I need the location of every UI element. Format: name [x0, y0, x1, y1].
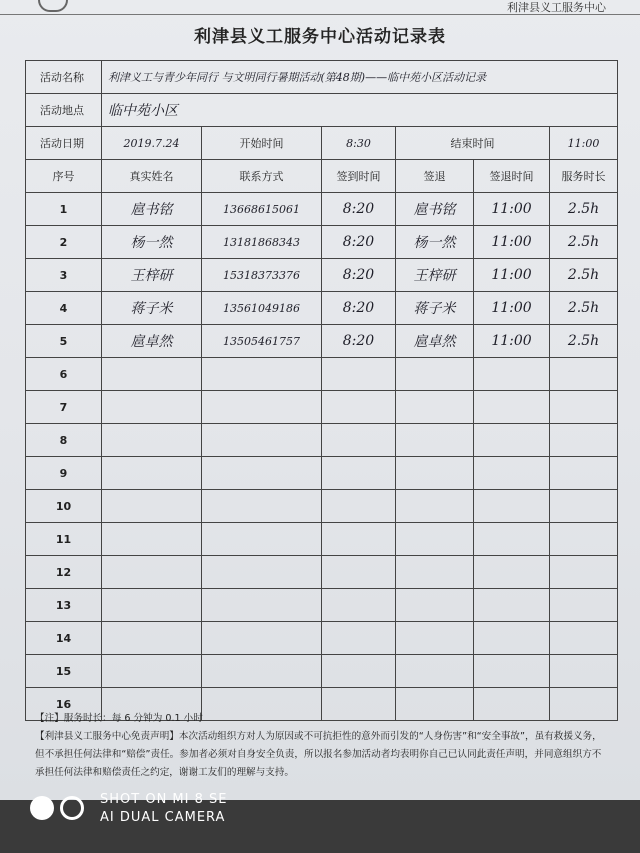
- table-row: [26, 424, 618, 457]
- cell-name: [102, 226, 202, 259]
- cell-contact: [202, 325, 322, 358]
- cell-signout-time: [474, 325, 550, 358]
- handwritten-value: 王梓研: [413, 268, 456, 284]
- handwritten-value: 蒋子米: [130, 301, 173, 317]
- cell-name: [102, 457, 202, 490]
- cell-signout: [396, 193, 474, 226]
- handwritten-value: 扈卓然: [413, 334, 456, 350]
- cell-duration: [550, 226, 618, 259]
- cell-contact: [202, 358, 322, 391]
- cell-signin-time: [322, 622, 396, 655]
- cell-signin-time: [322, 589, 396, 622]
- location-row: [26, 94, 618, 127]
- table-row: [26, 226, 618, 259]
- table-row: [26, 523, 618, 556]
- cell-signin-time: [322, 523, 396, 556]
- cell-serial: 7: [26, 391, 102, 424]
- cell-serial: 11: [26, 523, 102, 556]
- date-value: 2019.7.24: [102, 127, 202, 160]
- date-label: 活动日期: [26, 127, 102, 160]
- cell-duration: [550, 523, 618, 556]
- cell-name: [102, 193, 202, 226]
- cell-name: [102, 556, 202, 589]
- cell-contact: [202, 457, 322, 490]
- cell-serial: 15: [26, 655, 102, 688]
- form-footer: [35, 710, 605, 782]
- cell-name: [102, 259, 202, 292]
- table-row: [26, 556, 618, 589]
- header-rule: [0, 14, 640, 15]
- cell-signout: [396, 325, 474, 358]
- header-org-name: 利津县义工服务中心: [507, 1, 606, 14]
- handwritten-value: 11:00: [491, 201, 532, 217]
- cell-signout: [396, 292, 474, 325]
- cell-signin-time: [322, 424, 396, 457]
- table-row: [26, 589, 618, 622]
- cell-contact: [202, 556, 322, 589]
- cell-contact: [202, 391, 322, 424]
- cell-signout-time: [474, 226, 550, 259]
- handwritten-value: 8:20: [342, 234, 375, 250]
- activity-name-row: [26, 61, 618, 94]
- handwritten-value: 15318373376: [223, 268, 300, 282]
- cell-signin-time: [322, 490, 396, 523]
- cell-signout: [396, 457, 474, 490]
- cell-signin-time: [322, 391, 396, 424]
- cell-signout-time: [474, 424, 550, 457]
- cell-signout: [396, 622, 474, 655]
- cell-serial: 5: [26, 325, 102, 358]
- watermark-line2: AI DUAL CAMERA: [100, 810, 226, 825]
- handwritten-value: 杨一然: [130, 235, 173, 251]
- date-row: [26, 127, 618, 160]
- cell-signin-time: [322, 226, 396, 259]
- cell-contact: [202, 589, 322, 622]
- cell-duration: [550, 424, 618, 457]
- cell-serial: 9: [26, 457, 102, 490]
- cell-signin-time: [322, 556, 396, 589]
- table-row: [26, 622, 618, 655]
- handwritten-value: 王梓研: [130, 268, 173, 284]
- cell-name: [102, 490, 202, 523]
- cell-signout-time: [474, 259, 550, 292]
- cell-signout-time: [474, 523, 550, 556]
- cell-name: [102, 292, 202, 325]
- table-row: [26, 490, 618, 523]
- page-title: 利津县义工服务中心活动记录表: [194, 27, 446, 47]
- start-time-value: 8:30: [322, 127, 396, 160]
- start-time-label: 开始时间: [202, 127, 322, 160]
- cell-signin-time: [322, 292, 396, 325]
- handwritten-value: 2.5h: [567, 267, 600, 283]
- handwritten-value: 2.5h: [567, 201, 600, 217]
- cell-signout-time: [474, 556, 550, 589]
- cell-signout: [396, 490, 474, 523]
- handwritten-value: 8:20: [342, 300, 375, 316]
- handwritten-value: 8:20: [342, 201, 375, 217]
- org-logo: [38, 0, 68, 12]
- handwritten-value: 11:00: [491, 234, 532, 250]
- handwritten-value: 13668615061: [223, 202, 300, 216]
- cell-contact: [202, 424, 322, 457]
- cell-serial: 4: [26, 292, 102, 325]
- cell-signout-time: [474, 358, 550, 391]
- activity-record-table: [25, 60, 618, 721]
- cell-name: [102, 325, 202, 358]
- cell-contact: [202, 523, 322, 556]
- cell-signout: [396, 589, 474, 622]
- table-row: [26, 391, 618, 424]
- cell-contact: [202, 292, 322, 325]
- cell-serial: 14: [26, 622, 102, 655]
- cell-duration: [550, 391, 618, 424]
- header-cell-duration: 服务时长: [550, 160, 618, 193]
- header-cell-contact: 联系方式: [202, 160, 322, 193]
- end-time-value: 11:00: [550, 127, 618, 160]
- cell-duration: [550, 358, 618, 391]
- handwritten-value: 扈卓然: [130, 334, 173, 350]
- cell-signout-time: [474, 292, 550, 325]
- cell-serial: 16: [26, 688, 102, 721]
- location-label: 活动地点: [26, 94, 102, 127]
- cell-signout: [396, 424, 474, 457]
- cell-signin-time: [322, 655, 396, 688]
- cell-signout: [396, 391, 474, 424]
- header-cell-signin-time: 签到时间: [322, 160, 396, 193]
- header-cell-signout-time: 签退时间: [474, 160, 550, 193]
- cell-contact: [202, 259, 322, 292]
- cell-duration: [550, 655, 618, 688]
- header-cell-name: 真实姓名: [102, 160, 202, 193]
- cell-duration: [550, 193, 618, 226]
- cell-signout: [396, 226, 474, 259]
- table-row: [26, 193, 618, 226]
- cell-serial: 3: [26, 259, 102, 292]
- cell-signin-time: [322, 259, 396, 292]
- header-cell-signout: 签退: [396, 160, 474, 193]
- cell-name: [102, 523, 202, 556]
- cell-signout: [396, 259, 474, 292]
- cell-signout-time: [474, 655, 550, 688]
- handwritten-value: 扈书铭: [130, 202, 173, 218]
- cell-signin-time: [322, 193, 396, 226]
- cell-contact: [202, 490, 322, 523]
- cell-contact: [202, 655, 322, 688]
- table-row: [26, 259, 618, 292]
- header-cell-serial: 序号: [26, 160, 102, 193]
- handwritten-value: 扈书铭: [413, 202, 456, 218]
- cell-signout-time: [474, 622, 550, 655]
- cell-contact: [202, 193, 322, 226]
- table-row: [26, 292, 618, 325]
- cell-signout: [396, 523, 474, 556]
- end-time-label: 结束时间: [396, 127, 550, 160]
- cell-duration: [550, 259, 618, 292]
- handwritten-value: 蒋子米: [413, 301, 456, 317]
- cell-signin-time: [322, 358, 396, 391]
- cell-name: [102, 391, 202, 424]
- cell-duration: [550, 457, 618, 490]
- cell-signout-time: [474, 391, 550, 424]
- cell-serial: 10: [26, 490, 102, 523]
- cell-signout: [396, 358, 474, 391]
- cell-duration: [550, 325, 618, 358]
- activity-name-label: 活动名称: [26, 61, 102, 94]
- cell-signout-time: [474, 490, 550, 523]
- cell-name: [102, 358, 202, 391]
- handwritten-value: 2.5h: [567, 234, 600, 250]
- cell-duration: [550, 292, 618, 325]
- cell-name: [102, 424, 202, 457]
- cell-serial: 8: [26, 424, 102, 457]
- handwritten-value: 8:20: [342, 333, 375, 349]
- handwritten-value: 13505461757: [223, 334, 300, 348]
- cell-contact: [202, 622, 322, 655]
- cell-name: [102, 622, 202, 655]
- cell-serial: 1: [26, 193, 102, 226]
- handwritten-value: 11:00: [491, 333, 532, 349]
- cell-contact: [202, 226, 322, 259]
- cell-name: [102, 655, 202, 688]
- table-row: [26, 655, 618, 688]
- handwritten-value: 11:00: [491, 300, 532, 316]
- cell-duration: [550, 490, 618, 523]
- disclaimer-text: 【利津县义工服务中心免责声明】本次活动组织方对人为原因或不可抗拒性的意外而引发的“人身伤害”和“安全事故”，虽有救援义务，但不承担任何法律和“赔偿”责任。参加者必须对自身安全负责，所以报名参加活动者均表明你自己已认同此责任声明，并同意组织方不承担任何法律和赔偿责任之约定，谢谢工友们的理解与支持。: [35, 731, 602, 778]
- handwritten-value: 杨一然: [413, 235, 456, 251]
- cell-serial: 6: [26, 358, 102, 391]
- handwritten-value: 11:00: [491, 267, 532, 283]
- cell-signout-time: [474, 193, 550, 226]
- cell-signin-time: [322, 325, 396, 358]
- table-row: [26, 358, 618, 391]
- handwritten-value: 2.5h: [567, 300, 600, 316]
- cell-duration: [550, 589, 618, 622]
- cell-signout-time: [474, 589, 550, 622]
- lens-ring-icon: [60, 796, 84, 820]
- handwritten-value: 13181868343: [223, 235, 300, 249]
- cell-serial: 12: [26, 556, 102, 589]
- cell-serial: 13: [26, 589, 102, 622]
- location-value: 临中苑小区: [102, 94, 618, 127]
- lens-icon: [30, 796, 54, 820]
- handwritten-value: 13561049186: [223, 301, 300, 315]
- table-row: [26, 325, 618, 358]
- cell-name: [102, 589, 202, 622]
- handwritten-value: 2.5h: [567, 333, 600, 349]
- cell-duration: [550, 622, 618, 655]
- service-time-note: 【注】服务时长：每 6 分钟为 0.1 小时: [35, 713, 203, 724]
- watermark-line1: SHOT ON MI 8 SE: [100, 792, 228, 807]
- handwritten-value: 8:20: [342, 267, 375, 283]
- cell-signin-time: [322, 457, 396, 490]
- activity-name-value: 利津义工与青少年同行 与文明同行暑期活动(第48期)——临中苑小区活动记录: [102, 61, 618, 94]
- table-row: [26, 457, 618, 490]
- cell-signout: [396, 655, 474, 688]
- cell-duration: [550, 556, 618, 589]
- cell-signout: [396, 556, 474, 589]
- cell-signout-time: [474, 457, 550, 490]
- cell-serial: 2: [26, 226, 102, 259]
- table-header-row: [26, 160, 618, 193]
